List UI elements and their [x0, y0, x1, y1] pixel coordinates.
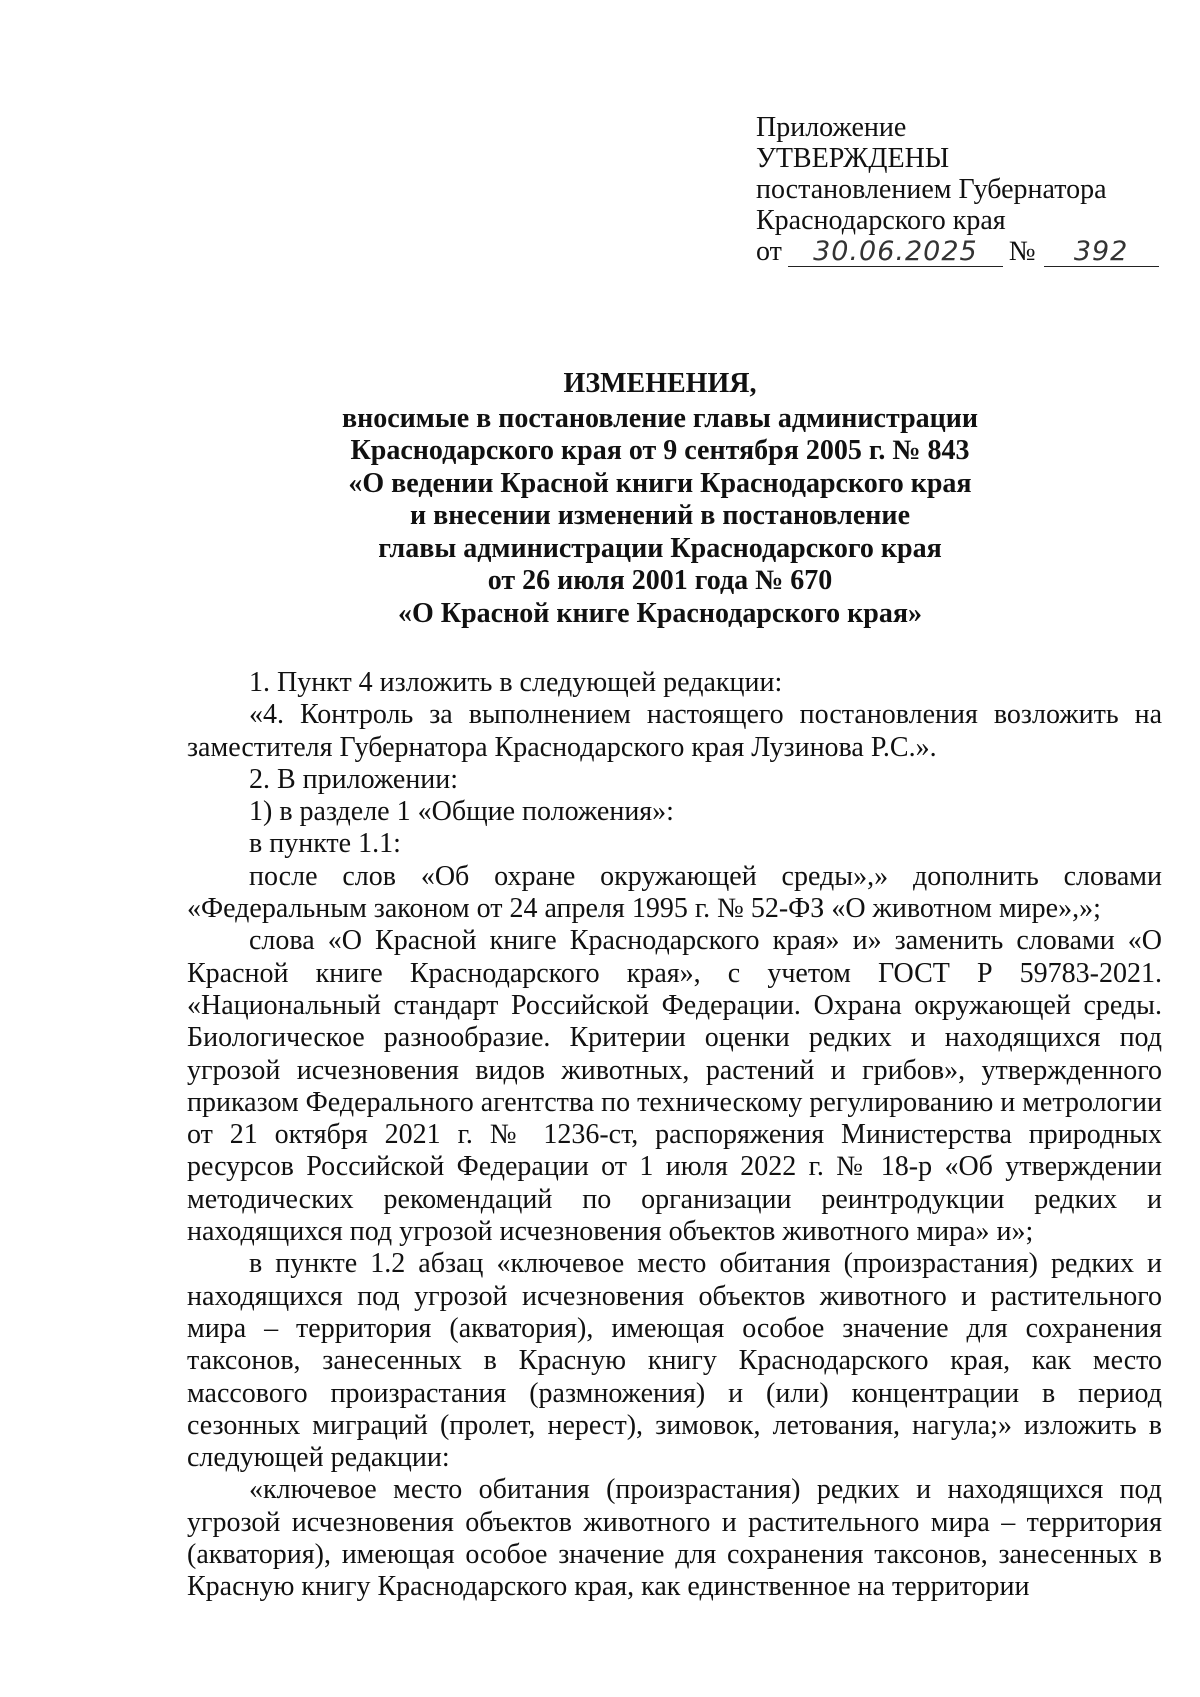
body-paragraph: «ключевое место обитания (произрастания) редких и находящихся под угрозой исчезновения объектов животного и растительного мира – территория (акватория), имеющая особое значение для сохранения таксонов, занесенных в Красную книгу Краснодарского края, как единственное на территории [187, 1474, 1162, 1603]
title-line: главы администрации Краснодарского края [378, 532, 942, 564]
body-paragraph: в пункте 1.1: [249, 828, 401, 860]
body-paragraph: 1) в разделе 1 «Общие положения»: [249, 796, 674, 828]
approved-label: УТВЕРЖДЕНЫ [756, 143, 950, 174]
number-prefix: № [1008, 236, 1036, 267]
title-main: ИЗМЕНЕНИЯ, [563, 368, 757, 399]
document-body [187, 667, 1162, 1604]
title-line: Краснодарского края от 9 сентября 2005 г. № 843 [350, 435, 970, 466]
body-paragraph: после слов «Об охране окружающей среды»,» дополнить словами «Федеральным законом от 24 апреля 1995 г. № 52-ФЗ «О животном мире»,»; [187, 860, 1162, 925]
date-prefix: от [756, 236, 782, 267]
document-title [160, 368, 1160, 630]
approved-by-line-1: постановлением Губернатора [756, 174, 1107, 205]
title-line: и внесении изменений в постановление [410, 500, 910, 531]
body-paragraph: «4. Контроль за выполнением настоящего постановления возложить на заместителя Губернатора Краснодарского края Лузинова Р.С.». [187, 699, 1162, 763]
approval-block [756, 112, 1176, 267]
handwritten-date: 30.06.2025 [788, 238, 1003, 267]
body-paragraph: слова «О Красной книге Краснодарского края» и» заменить словами «О Красной книге Краснодарского края», с учетом ГОСТ Р 59783-2021. «Национальный стандарт Российской Федерации. Охрана окружающей среды. Биологическое разнообразие. Критерии оценки редких и находящихся под угрозой исчезновения видов животных, растений и грибов», утвержденного приказом Федерального агентства по техническому регулированию и метрологии от 21 октября 2021 г. № 1236-ст, распоряжения Министерства природных ресурсов Российской Федерации от 1 июля 2022 г. № 18-р «Об утверждении методических рекомендаций по организации реинтродукции редких и находящихся под угрозой исчезновения объектов животного мира» и»; [187, 925, 1162, 1248]
approved-by-line-2: Краснодарского края [756, 205, 1006, 236]
title-line: вносимые в постановление главы администрации [341, 402, 979, 434]
body-paragraph: 1. Пункт 4 изложить в следующей редакции: [249, 667, 783, 698]
title-line: от 26 июля 2001 года № 670 [487, 565, 833, 596]
handwritten-number: 392 [1044, 238, 1159, 267]
body-paragraph: 2. В приложении: [249, 763, 459, 795]
appendix-label: Приложение [756, 112, 907, 143]
date-number-row [756, 236, 1176, 267]
title-line: «О Красной книге Краснодарского края» [398, 597, 922, 629]
body-paragraph: в пункте 1.2 абзац «ключевое место обитания (произрастания) редких и находящихся под угрозой исчезновения объектов животного и растительного мира – территория (акватория), имеющая особое значение для сохранения таксонов, занесенных в Красную книгу Краснодарского края, как место массового произрастания (размножения) и (или) концентрации в период сезонных миграций (пролет, нерест), зимовок, летования, нагула;» изложить в следующей редакции: [187, 1248, 1162, 1474]
title-line: «О ведении Красной книги Краснодарского края [348, 467, 972, 499]
